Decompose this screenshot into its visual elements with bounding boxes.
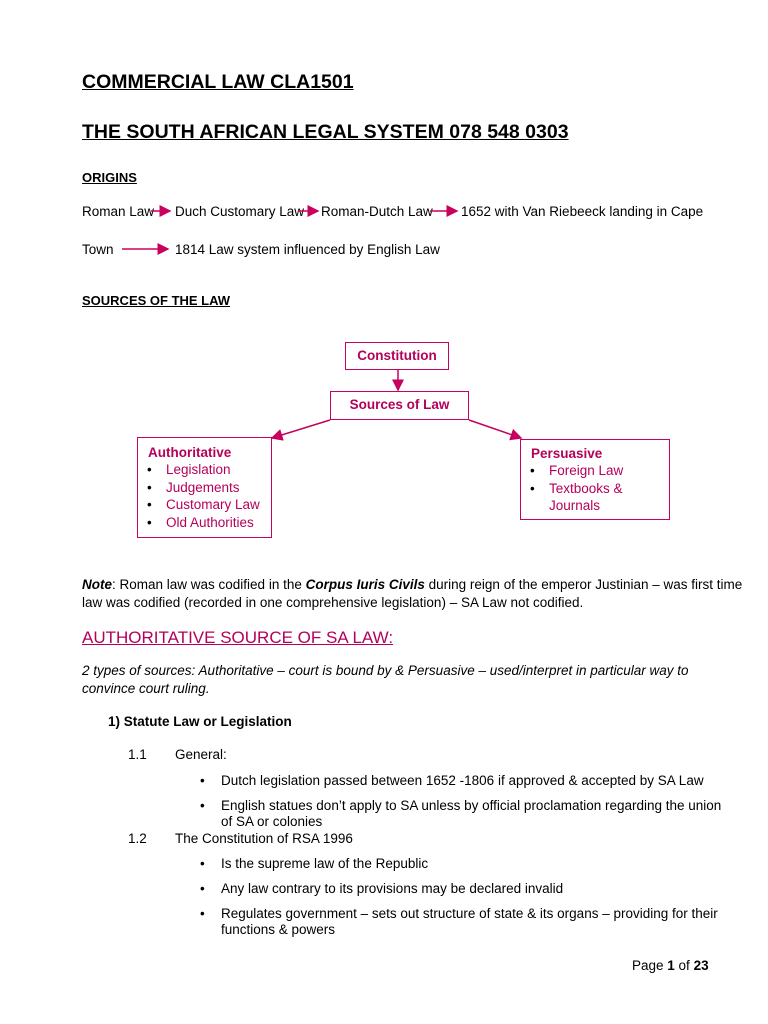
page-prefix: Page xyxy=(632,958,668,973)
bullet-icon: • xyxy=(200,856,205,871)
page-of: of xyxy=(674,958,694,973)
origins-step-1: Roman Law xyxy=(82,204,155,219)
persuasive-title: Persuasive xyxy=(531,446,603,461)
list-item: • Old Authorities xyxy=(140,514,271,532)
note-emphasis: Corpus Iuris Civils xyxy=(305,577,425,592)
bullet-text: Dutch legislation passed between 1652 -1806 if approved & accepted by SA Law xyxy=(221,773,704,788)
persuasive-list xyxy=(523,462,669,515)
note-label: Note xyxy=(82,577,112,592)
origins-step-5: Town xyxy=(82,242,114,257)
list-item-continuation xyxy=(523,497,669,515)
bullet-icon: • xyxy=(200,906,205,921)
origins-step-6: 1814 Law system influenced by English Law xyxy=(175,242,440,257)
origins-step-3: Roman-Dutch Law xyxy=(321,204,433,219)
note-text-1: : Roman law was codified in the xyxy=(112,577,306,592)
subsection-number: 1.2 xyxy=(128,831,147,846)
sources-of-law-label: Sources of Law xyxy=(349,397,450,412)
list-item: • Legislation xyxy=(140,461,271,479)
persuasive-box xyxy=(520,439,670,520)
sources-heading: SOURCES OF THE LAW xyxy=(82,293,231,308)
note-line-1 xyxy=(82,577,742,592)
authoritative-heading: AUTHORITATIVE SOURCE OF SA LAW: xyxy=(82,628,394,647)
origins-step-2: Duch Customary Law xyxy=(175,204,305,219)
list-item: • Textbooks & xyxy=(523,480,669,498)
bullet-text-continuation: functions & powers xyxy=(221,922,336,937)
list-item-text: Journals xyxy=(549,498,601,513)
bullet-icon: • xyxy=(200,773,205,788)
document-subtitle: THE SOUTH AFRICAN LEGAL SYSTEM 078 548 0303 xyxy=(82,121,569,143)
bullet-text: Regulates government – sets out structure of state & its organs – providing for their xyxy=(221,906,718,921)
bullet-text: English statues don’t apply to SA unless by official proclamation regarding the union xyxy=(221,798,722,813)
subsection-label: The Constitution of RSA 1996 xyxy=(175,831,353,846)
section-heading-1: 1) Statute Law or Legislation xyxy=(108,714,292,729)
bullet-icon: • xyxy=(200,798,205,813)
types-line-2: convince court ruling. xyxy=(82,681,210,696)
authoritative-box xyxy=(137,437,272,538)
authoritative-title: Authoritative xyxy=(148,445,232,460)
types-line-1: 2 types of sources: Authoritative – court is bound by & Persuasive – used/interpret in particular way to xyxy=(82,663,689,678)
subsection-label: General: xyxy=(175,747,227,762)
page-number xyxy=(632,958,709,973)
current-page: 1 xyxy=(667,958,675,973)
arrow-icon xyxy=(469,420,521,438)
origins-arrows xyxy=(0,0,768,280)
bullet-text-continuation: of SA or colonies xyxy=(221,814,323,829)
constitution-label: Constitution xyxy=(357,348,437,363)
arrow-icon xyxy=(272,420,330,438)
note-line-2: law was codified (recorded in one comprehensive legislation) – SA Law not codified. xyxy=(82,595,584,610)
bullet-text: Any law contrary to its provisions may be declared invalid xyxy=(221,881,564,896)
list-item: • Foreign Law xyxy=(523,462,669,480)
total-pages: 23 xyxy=(693,958,709,973)
origins-heading: ORIGINS xyxy=(82,170,137,185)
constitution-box xyxy=(345,342,449,370)
bullet-icon: • xyxy=(200,881,205,896)
list-item: • Customary Law xyxy=(140,496,271,514)
origins-step-4: 1652 with Van Riebeeck landing in Cape xyxy=(461,204,704,219)
list-item: • Judgements xyxy=(140,479,271,497)
bullet-text: Is the supreme law of the Republic xyxy=(221,856,429,871)
subsection-number: 1.1 xyxy=(128,747,147,762)
sources-of-law-box xyxy=(330,391,469,420)
document-title: COMMERCIAL LAW CLA1501 xyxy=(82,71,354,93)
note-text-2: during reign of the emperor Justinian – was first time xyxy=(424,577,743,592)
authoritative-list xyxy=(140,461,271,531)
